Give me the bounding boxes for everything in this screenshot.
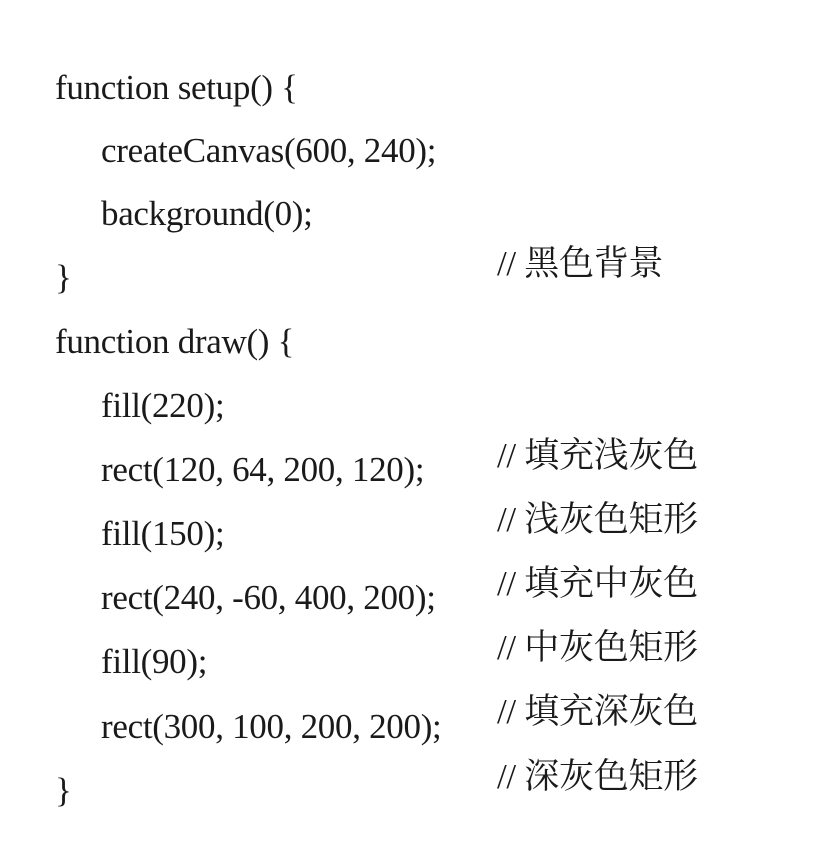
- code-comment: // 黑色背景: [497, 244, 664, 283]
- code-text: background(0);: [101, 194, 313, 233]
- code-text: function draw() {: [55, 322, 295, 361]
- code-text: createCanvas(600, 240);: [101, 131, 437, 170]
- code-comment: // 填充浅灰色: [497, 436, 698, 475]
- code-text: function setup() {: [55, 68, 298, 107]
- code-text: rect(120, 64, 200, 120);: [101, 450, 425, 489]
- code-text: fill(150);: [101, 514, 225, 553]
- code-text: }: [55, 771, 72, 810]
- code-text: }: [55, 258, 72, 297]
- code-text: fill(220);: [101, 386, 225, 425]
- code-comment: // 深灰色矩形: [497, 757, 698, 796]
- code-comment: // 浅灰色矩形: [497, 500, 698, 539]
- code-line: [0, 267, 295, 361]
- code-text: fill(90);: [101, 642, 208, 681]
- code-line: [0, 13, 298, 107]
- code-comment: // 中灰色矩形: [497, 628, 698, 667]
- code-comment: // 填充深灰色: [497, 692, 698, 731]
- code-line: [0, 716, 72, 810]
- code-comment: // 填充中灰色: [497, 564, 698, 603]
- code-text: rect(300, 100, 200, 200);: [101, 707, 442, 746]
- code-line: [0, 203, 72, 297]
- code-text: rect(240, -60, 400, 200);: [101, 578, 436, 617]
